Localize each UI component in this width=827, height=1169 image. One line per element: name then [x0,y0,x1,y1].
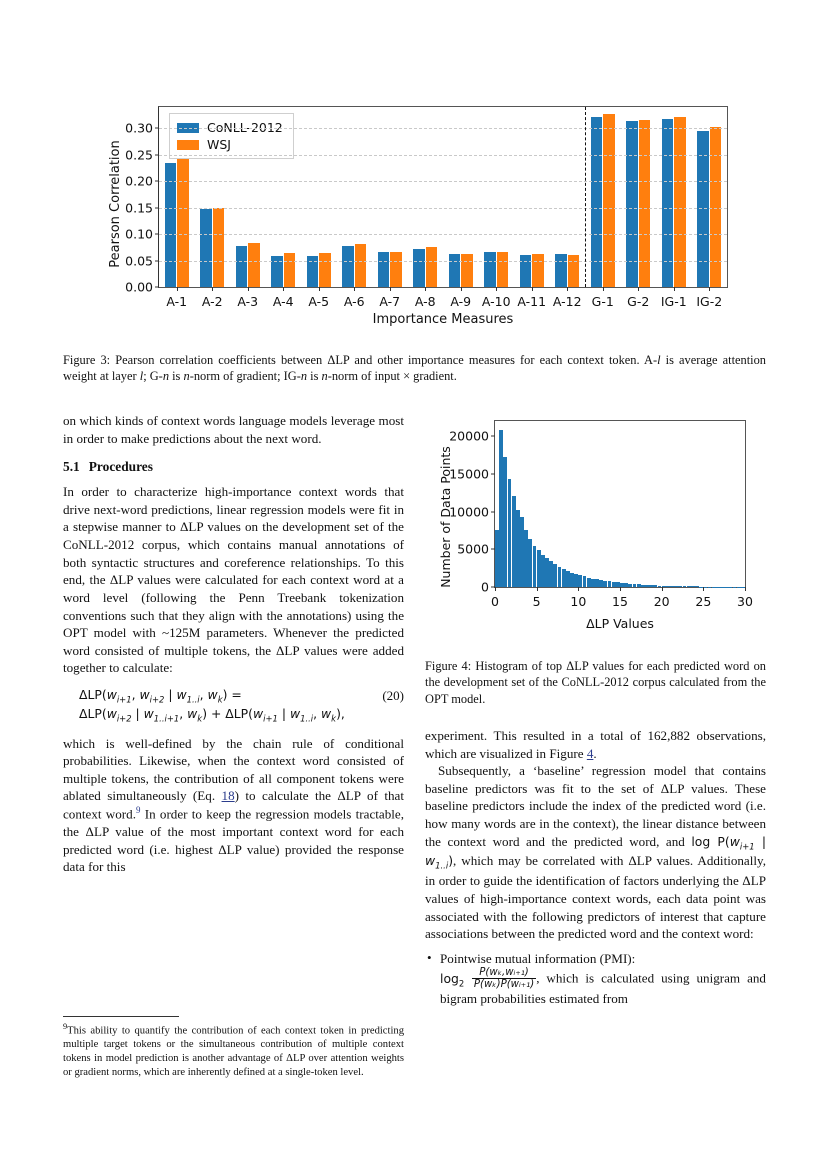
figure-reference-4[interactable]: 4 [586,745,594,761]
figure-3-x-tick-label-IG-2: IG-2 [696,294,723,309]
bar-A-9-WSJ [461,254,473,287]
pmi-numerator: P(wₖ,wᵢ₊₁) [472,967,536,979]
figure-3-x-tick [567,287,568,291]
figure-4-x-tick-label: 5 [532,594,541,609]
bar-A-10-CoNLL-2012 [484,252,496,287]
figure-4-x-tick-label: 15 [612,594,628,609]
figure-3-y-tick [155,287,159,288]
equation-20-line-2: $\Delta LP(w_{i+2}$ | $w_{1..i+1}$, $w_k) + \Delta LP(w_{i+1}$ | $w_{1..i}$, $w_k$), [79,705,345,724]
legend-swatch-wsj [177,140,199,150]
pmi-denominator: P(wₖ)P(wᵢ₊₁) [473,979,535,991]
figure-3-caption: Figure 3: Pearson correlation coefficients between ΔLP and other importance measures for each context token. A-l is average attention weight at layer l; G-n is n-norm of gradient; IG-n is n-norm of input × gradient. [63,353,766,384]
figure-3-x-tick-label-A-2: A-2 [201,294,223,309]
figure-3-x-tick [177,287,178,291]
predictor-bullet-list [425,950,766,1008]
footnote-text: This ability to quantify the contribution of each context token in predicting multiple target tokens or the simultaneous contribution of multiple context tokens in model prediction is another advantage of ΔLP over attention weights or gradient norms, which are inherently defined at a single-token level. [63,1025,404,1079]
figure-3-x-tick-label-A-4: A-4 [272,294,294,309]
figure-3-y-tick [155,234,159,235]
figure-3-y-tick-label: 0.05 [125,253,153,269]
figure-3-x-tick-label-A-1: A-1 [166,294,188,309]
figure-4-x-tick [620,587,621,591]
figure-4-x-tick [745,587,746,591]
figure-3-x-tick-label-A-9: A-9 [450,294,472,309]
figure-4-x-tick-label: 0 [491,594,499,609]
bar-A-10-WSJ [497,252,509,287]
figure-4-y-tick-label: 15000 [449,466,489,482]
bullet-1-title: Pointwise mutual information (PMI): [440,950,636,966]
bar-A-2-CoNLL-2012 [200,209,212,287]
bar-A-9-CoNLL-2012 [449,254,461,287]
figure-3-x-tick [425,287,426,291]
footnote-marker-9[interactable]: 9 [136,805,141,816]
left-paragraph-2b: ) to calculate the ΔLP of that context word. [63,788,404,822]
figure-4-x-tick-label: 10 [570,594,587,609]
section-title: Procedures [88,459,153,475]
figure-4-x-tick-label: 20 [653,594,670,609]
bar-G-2-WSJ [639,120,651,287]
bar-G-2-CoNLL-2012 [626,121,638,287]
figure-4-x-tick-label: 30 [737,594,753,609]
figure-3-gridline [159,261,727,262]
left-paragraph-2 [63,735,404,876]
figure-3-x-tick [390,287,391,291]
figure-4-x-tick [662,587,663,591]
figure-3-y-tick [155,128,159,129]
figure-4-y-tick [491,473,495,474]
bar-A-11-WSJ [532,254,544,287]
figure-3-legend [169,113,294,159]
bar-A-12-CoNLL-2012 [555,254,567,287]
figure-4-y-tick [491,511,495,512]
figure-3-y-axis-label: Pearson Correlation [108,140,123,268]
figure-3-x-tick-label-A-12: A-12 [552,294,582,309]
section-heading-5-1 [63,458,404,476]
equation-20-number: (20) [382,687,404,703]
right-paragraph-2a: Subsequently, a ‘baseline’ regression model that contains baseline predictors was fit to the set of ΔLP values. These baseline predictors include the index of the predicted word (i.e. how many words are in the context), the linear distance between the context word and the predicted word, and [425,763,766,849]
bar-A-8-WSJ [426,247,438,287]
left-column-text [63,412,404,876]
figure-3-x-tick [674,287,675,291]
right-paragraph-2b: , which may be correlated with ΔLP values. Additionally, in order to guide the identification of factors underlying the ΔLP values of high-importance context words, each data point was associated with the following predictors of interest that capture associations between the predicted word and the context word: [425,853,766,942]
pmi-formula [440,967,536,991]
bar-A-3-WSJ [248,243,260,287]
bar-A-6-CoNLL-2012 [342,246,354,287]
figure-3 [96,100,736,332]
left-paragraph-1: In order to characterize high-importance context words that drive next-word predictions, linear regression models were fit in a stepwise manner to ΔLP values on the development set of the CoNLL-2012 corpus, which contains manual annotations of both syntactic structures and coreference relationships. To this end, the ΔLP values were calculated for each context word at a word level (following the Penn Treebank tokenization conventions such that they align with the annotations) using the OPT model with ~125M parameters. Whenever the predicted word consisted of multiple tokens, the ΔLP values were added together to calculate: [63,484,404,676]
footnote-number: 9 [63,1022,68,1031]
figure-3-x-tick [319,287,320,291]
figure-4-y-axis-label: Number of Data Points [438,446,453,588]
figure-4-y-tick [491,549,495,550]
bullet-1-tail: , which is calculated using unigram and bigram probabilities estimated from [440,971,766,1007]
figure-3-x-tick [709,287,710,291]
footnote-9 [63,1022,404,1080]
bar-A-6-WSJ [355,244,367,287]
list-item [425,950,766,1008]
figure-3-y-tick [155,154,159,155]
legend-item-wsj [177,136,283,153]
inline-math-log-prob: $\log P(w_{i+1}$ | $w_{1..i}$) [425,833,767,871]
left-paragraph-continued: on which kinds of context words language models leverage most in order to make predictions about the next word. [63,413,404,446]
figure-3-gridline [159,181,727,182]
figure-4-caption: Figure 4: Histogram of top ΔLP values for each predicted word on the development set of the CoNLL-2012 corpus calculated from the OPT model. [425,659,766,706]
equation-20 [63,687,404,725]
figure-4-plot-area [449,420,753,609]
figure-4 [428,412,766,640]
figure-4-y-tick [491,436,495,437]
figure-3-x-tick-label-A-3: A-3 [237,294,259,309]
equation-reference-18[interactable]: 18 [221,788,235,804]
figure-3-y-tick [155,181,159,182]
bar-A-8-CoNLL-2012 [413,249,425,287]
figure-3-x-tick-label-A-6: A-6 [343,294,365,309]
figure-3-x-axis-label: Importance Measures [372,312,514,327]
figure-3-x-tick [248,287,249,291]
figure-3-x-tick [496,287,497,291]
figure-4-y-tick-label: 5000 [457,541,489,557]
figure-4-x-tick [578,587,579,591]
left-paragraph-2a: which is well-defined by the chain rule of conditional probabilities. Likewise, when the context word consisted of multiple tokens, the contribution of all component tokens were ablated simultaneously (Eq. [63,735,404,804]
figure-3-y-tick-label: 0.30 [125,120,153,136]
right-paragraph-2 [425,762,766,943]
figure-3-x-tick-label-A-8: A-8 [414,294,436,309]
figure-3-gridline [159,155,727,156]
bar-A-7-CoNLL-2012 [378,252,390,287]
figure-4-x-tick [703,587,704,591]
pmi-log-base: 2 [458,978,465,989]
figure-4-x-tick-label: 25 [695,594,712,609]
pmi-log: log [440,971,459,987]
figure-3-plot-area [125,106,728,309]
right-column-text [425,727,766,1010]
figure-4-x-tick [495,587,496,591]
figure-3-y-tick-label: 0.10 [125,226,153,242]
figure-3-y-tick [155,207,159,208]
figure-4-y-tick-label: 10000 [449,504,489,520]
figure-3-x-tick [532,287,533,291]
figure-3-y-tick-label: 0.00 [125,279,153,295]
bar-IG-1-CoNLL-2012 [662,119,674,287]
figure-3-x-tick-label-G-1: G-1 [591,294,614,309]
figure-3-x-tick-label-A-5: A-5 [308,294,330,309]
figure-4-x-tick [537,587,538,591]
figure-3-x-tick [212,287,213,291]
figure-3-y-tick [155,260,159,261]
bar-A-3-CoNLL-2012 [236,246,248,287]
right-paragraph-1b: . [593,745,597,761]
figure-4-x-axis-label: ΔLP Values [586,616,654,631]
figure-3-x-tick-label-A-7: A-7 [379,294,401,309]
figure-3-x-tick [283,287,284,291]
footnote-separator [63,1016,179,1017]
figure-3-y-tick-label: 0.15 [125,200,153,216]
right-paragraph-1a: experiment. This resulted in a total of 162,882 observations, which are visualized in Figure [425,728,766,761]
figure-3-x-tick [638,287,639,291]
left-paragraph-2c: In order to keep the regression models tractable, the ΔLP value of the most important context word for each predicted word (i.e. highest ΔLP value) provided the response data for this [63,806,404,875]
bar-A-5-WSJ [319,253,331,287]
bar-A-4-WSJ [284,253,296,287]
figure-4-y-tick-label: 20000 [449,428,489,444]
figure-3-x-tick-label-A-11: A-11 [517,294,547,309]
figure-3-x-tick [603,287,604,291]
figure-3-gridline [159,234,727,235]
figure-3-x-tick [354,287,355,291]
figure-3-y-tick-label: 0.25 [125,147,153,163]
legend-label-wsj: WSJ [207,137,231,152]
pmi-fraction [472,967,536,990]
bar-A-1-WSJ [177,153,189,287]
equation-20-line-1: $\Delta LP(w_{i+1}$, $w_{i+2}$ | $w_{1..i}$, $w_k$) = [79,686,242,705]
figure-4-y-tick-label: 0 [481,579,489,595]
right-paragraph-1 [425,727,766,762]
figure-3-x-tick-label-A-10: A-10 [481,294,511,309]
legend-label-conll2012: CoNLL-2012 [207,120,283,135]
figure-3-x-tick [461,287,462,291]
bar-A-2-WSJ [213,208,225,287]
figure-3-gridline [159,208,727,209]
figure-3-y-tick-label: 0.20 [125,173,153,189]
figure-3-x-tick-label-IG-1: IG-1 [660,294,687,309]
section-number: 5.1 [63,459,80,475]
bar-A-7-WSJ [390,252,402,287]
figure-3-group-separator [585,107,586,287]
figure-3-gridline [159,128,727,129]
figure-3-x-tick-label-G-2: G-2 [627,294,650,309]
